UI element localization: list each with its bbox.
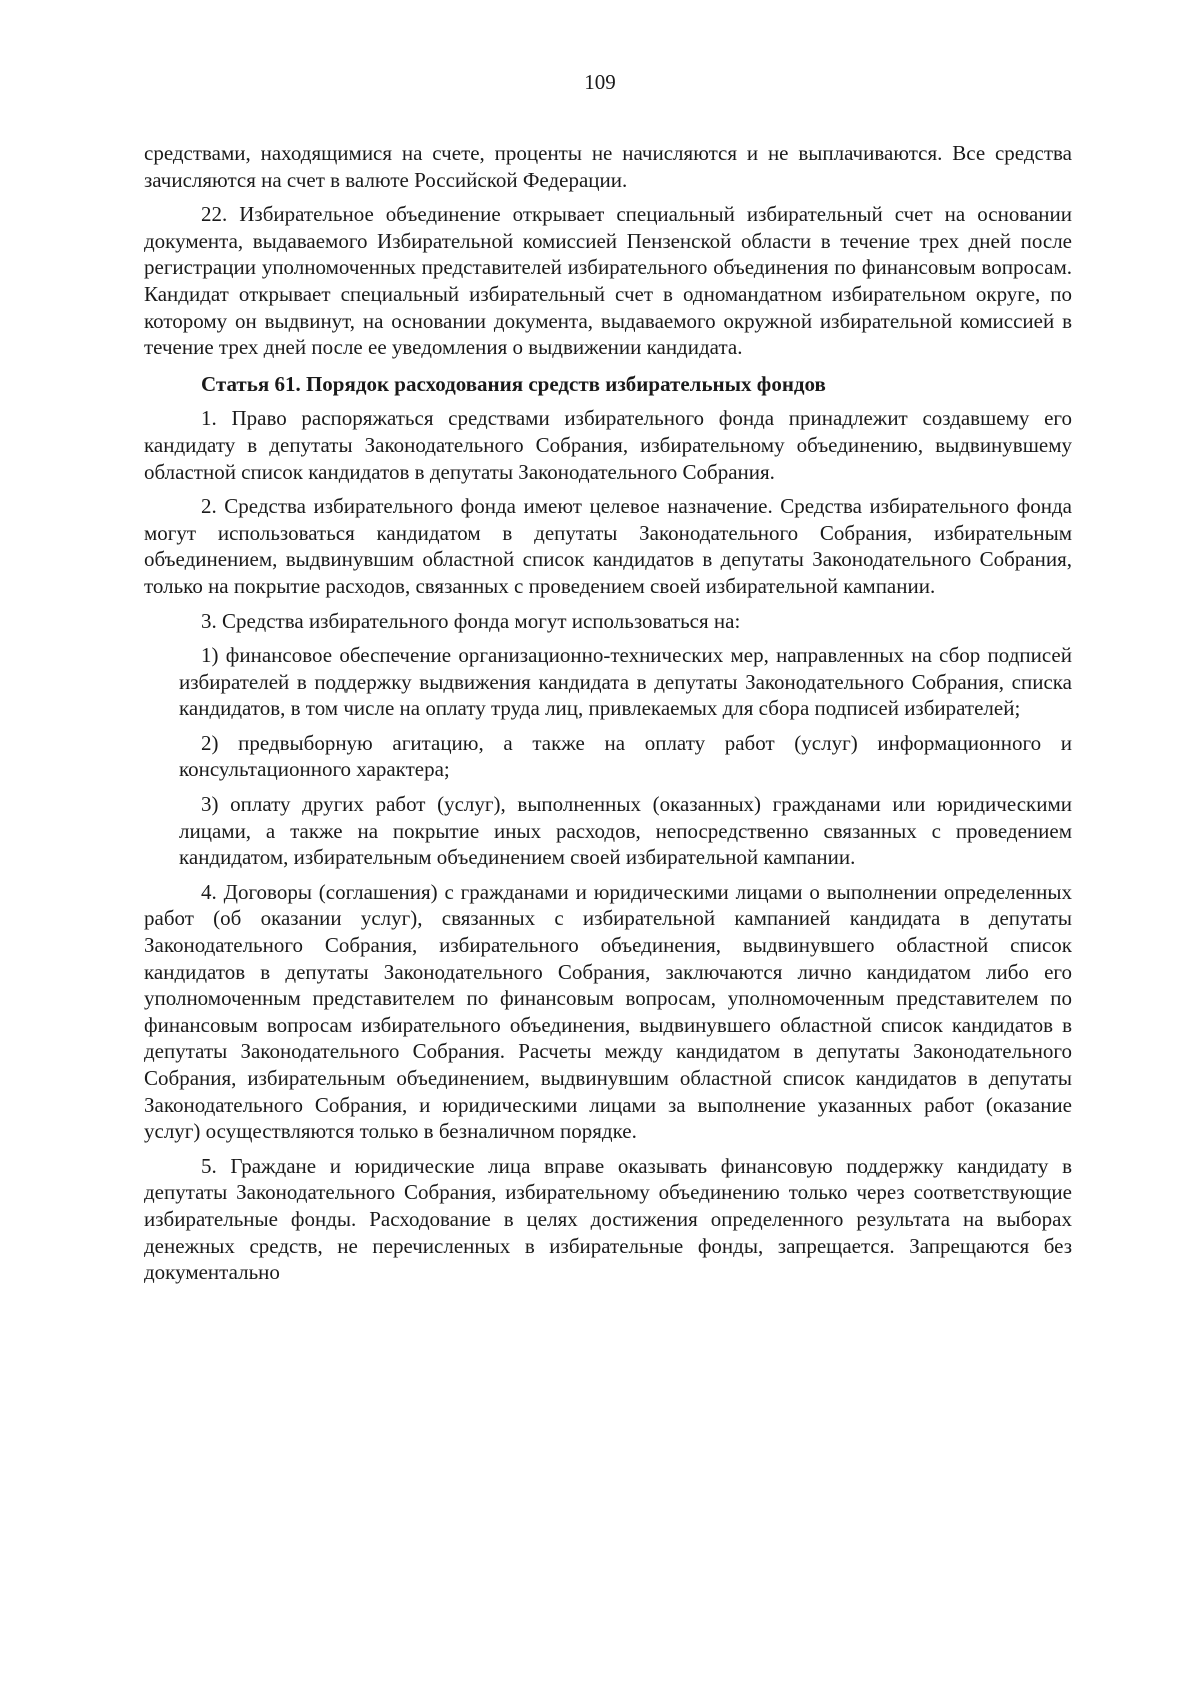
paragraph-1: 1. Право распоряжаться средствами избирательного фонда принадлежит создавшему его кандидату в депутаты Законодательного Собрания, избирательному объединению, выдвинувшему областной список кандидатов в депутаты Законодательного Собрания. xyxy=(144,406,1072,484)
paragraph-5: 5. Граждане и юридические лица вправе оказывать финансовую поддержку кандидату в депутаты Законодательного Собрания, избирательному объединению только через соответствующие избирательные фонды. Расходование в целях достижения определенного результата на выборах денежных средств, не перечисленных в избирательные фонды, запрещается. Запрещаются без документально xyxy=(144,1153,1072,1285)
subitem-3: 3) оплату других работ (услуг), выполненных (оказанных) гражданами или юридическими лицами, а также на покрытие иных расходов, непосредственно связанных с проведением кандидатом, избирательным объединением своей избирательной кампании. xyxy=(179,792,1072,870)
paragraph-4: 4. Договоры (соглашения) с гражданами и юридическими лицами о выполнении определенных работ (об оказании услуг), связанных с избирательной кампанией кандидата в депутаты Законодательного Собрания, избирательного объединения, выдвинувшего областной список кандидатов в депутаты Законодательного Собрания, заключаются лично кандидатом либо его уполномоченным представителем по финансовым вопросам, уполномоченным представителем по финансовым вопросам избирательного объединения, выдвинувшего областной список кандидатов в депутаты Законодательного Собрания. Расчеты между кандидатом в депутаты Законодательного Собрания, избирательным объединением, выдвинувшим областной список кандидатов в депутаты Законодательного Собрания, и юридическими лицами за выполнение указанных работ (оказание услуг) осуществляются только в безналичном порядке. xyxy=(144,879,1072,1144)
article-heading: Статья 61. Порядок расходования средств избирательных фондов xyxy=(201,371,826,396)
page-number: 109 xyxy=(584,70,616,94)
subitem-1: 1) финансовое обеспечение организационно-технических мер, направленных на сбор подписей избирателей в поддержку выдвижения кандидата в депутаты Законодательного Собрания, списка кандидатов, в том числе на оплату труда лиц, привлекаемых для сбора подписей избирателей; xyxy=(179,643,1072,721)
paragraph-continuation: средствами, находящимися на счете, проценты не начисляются и не выплачиваются. Все средства зачисляются на счет в валюте Российской Федерации. xyxy=(144,141,1072,192)
paragraph-2: 2. Средства избирательного фонда имеют целевое назначение. Средства избирательного фонда могут использоваться кандидатом в депутаты Законодательного Собрания, избирательным объединением, выдвинувшим областной список кандидатов в депутаты Законодательного Собрания, только на покрытие расходов, связанных с проведением своей избирательной кампании. xyxy=(144,494,1072,598)
paragraph-3: 3. Средства избирательного фонда могут использоваться на: xyxy=(201,608,741,633)
document-body xyxy=(144,140,1072,1294)
subitem-2: 2) предвыборную агитацию, а также на оплату работ (услуг) информационного и консультационного характера; xyxy=(179,730,1072,782)
paragraph-22: 22. Избирательное объединение открывает специальный избирательный счет на основании документа, выдаваемого Избирательной комиссией Пензенской области в течение трех дней после регистрации уполномоченных представителей избирательного объединения по финансовым вопросам. Кандидат открывает специальный избирательный счет в одномандатном избирательном округе, по которому он выдвинут, на основании документа, выдаваемого окружной избирательной комиссией в течение трех дней после ее уведомления о выдвижении кандидата. xyxy=(144,202,1072,360)
